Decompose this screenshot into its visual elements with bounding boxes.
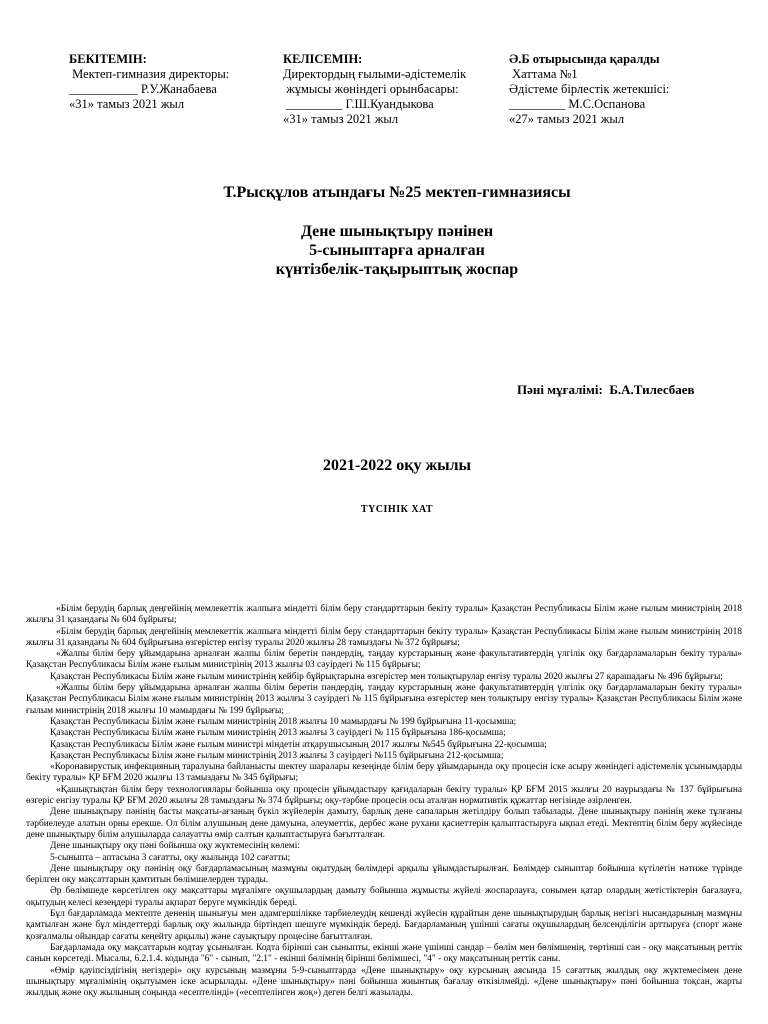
note-paragraph: «Білім берудің барлық деңгейінің мемлекеттік жалпыға міндетті білім беру стандарттарын бекіту туралы» Қазақстан Республикасы Білім және ғылым министрінің 2018 жылғы 31 қазандағы № 604 бұйрығы;: [26, 604, 742, 626]
approval-heading: Ә.Б отырысында қаралды: [509, 52, 660, 66]
approval-block-deputy: [283, 52, 466, 127]
note-paragraph: «Жалпы білім беру ұйымдарына арналған жалпы білім беретін пәндердің, таңдау курстарының және факультативтердің үлгілік оқу бағдарламаларын бекіту туралы» Қазақстан Республикасы Білім және ғылым министрінің 2013 жылғы 3 сәуірдегі № 115 бұйрығына өзгерістер мен толықтыру енгізу туралы» Қазақстан Республикасы Білім және ғылым министрінің 2018 жылғы 10 мамырдағы № 199 бұйрығы;: [26, 683, 742, 716]
note-paragraph: Дене шынықтыру оқу пәнінің оқу бағдарламасының мазмұны оқытудың бөлімдері арқылы ұйымдастырылған. Бөлімдер сыныптар бойынша күтілетін нәтиже түрінде берілген оқу мақсаттарын қамтитын бөлімшелерден тұрады.: [26, 863, 742, 886]
academic-year: 2021-2022 оқу жылы: [322, 457, 472, 474]
approval-line: ___________ Р.У.Жанабаева: [69, 82, 217, 96]
approval-heading: БЕКІТЕМІН:: [69, 52, 147, 66]
teacher-label: Пәні мұғалімі:: [517, 382, 603, 397]
explanatory-note-body: [26, 604, 742, 999]
note-paragraph: Дене шынықтыру пәнінің басты мақсаты-ағзаның бүкіл жүйелерін дамыту, барлық дене сапаларын жетілдіру болып табылады. Дене шынықтыру пәнінің жеке тұлғаны тәрбиелеуде алатын орны ерекше. Ол білім алушының дене дамуына, әлеуметтік, дербес және рухани қасиеттерін қалыптастыруға ықпал етеді. Мектептің білім беру жүйесінде дене шынықтыру білім алушыларда салауатты өмір салтын қалыптастыруға бағытталған.: [26, 807, 742, 840]
approval-line: _________ Г.Ш.Куандыкова: [283, 97, 434, 111]
note-paragraph: Қазақстан Республикасы Білім және ғылым министрінің кейбір бұйрықтарына өзгерістер мен толықтырулар енгізу туралы 2020 жылғы 27 қарашадағы № 496 бұйрығы;: [50, 671, 723, 682]
title-line: 5-сыныптарға арналған: [309, 242, 485, 259]
note-paragraph: Әр бөлімшеде көрсетілген оқу мақсаттары мұғалімге оқушылардың дамыту бойынша жұмысты жүйелі жоспарлауға, сонымен қатар олардың жетістіктерін бағалауға, оқытудың келесі кезеңдері туралы ақпарат беруге мүмкіндік береді.: [26, 886, 742, 908]
note-paragraph: Дене шынықтыру оқу пәні бойынша оқу жүктемесінің көлемі:: [50, 841, 300, 852]
title-line: күнтізбелік-тақырыптық жоспар: [275, 261, 519, 278]
approval-block-methodical: [509, 52, 669, 127]
note-paragraph: 5-сыныпта – аптасына 3 сағатты, оқу жылында 102 сағатты;: [50, 852, 291, 863]
approval-block-director: [69, 52, 229, 112]
approval-line: Мектеп-гимназия директоры:: [69, 67, 230, 81]
note-paragraph: Қазақстан Республикасы Білім және ғылым министрінің 2018 жылғы 10 мамырдағы № 199 бұйрығына 11-қосымша;: [50, 716, 517, 727]
note-paragraph: Қазақстан Республикасы Білім және ғылым министрі міндетін атқарушысының 2017 жылғы №545 бұйрығына 22-қосымша;: [50, 739, 547, 750]
note-paragraph: Қазақстан Республикасы Білім және ғылым министрінің 2013 жылғы 3 сәуірдегі №115 бұйрығына 212-қосымша;: [50, 750, 504, 761]
approval-line: Әдістеме бірлестік жетекшісі:: [509, 82, 670, 96]
document-title: [0, 222, 768, 279]
approval-line: «31» тамыз 2021 жыл: [283, 112, 399, 126]
approval-line: «27» тамыз 2021 жыл: [509, 112, 625, 126]
note-paragraph: Қазақстан Республикасы Білім және ғылым министрінің 2013 жылғы 3 сәуірдегі № 115 бұйрығына 186-қосымша;: [50, 728, 506, 739]
note-paragraph: Бұл бағдарламада мектепте дененің шынығуы мен адамгершілікке тәрбиелеудің кешенді жүйесін құрайтын дене шынықтырудың барлық негізгі нысандарының мазмұны қамтылған және бұл міндеттерді барлық оқу жылында біртіндеп шешуге мүмкіндік береді. Бағдарламаның үшінші сағаты оқушылардың белсенділігін арттыруға (спорт және қозғалмалы ойындар сағаты кеңейту арқылы) және сауықтыру процесіне бағытталған.: [26, 909, 742, 942]
approval-line: жұмысы жөніндегі орынбасары:: [283, 82, 459, 96]
teacher-name: Б.А.Тилесбаев: [609, 382, 695, 397]
note-paragraph: «Қашықтықтан білім беру технологиялары бойынша оқу процесін ұйымдастыру қағидаларын бекіту туралы» ҚР БҒМ 2015 жылғы 20 наурыздағы № 137 бұйрығына өзгеріс енгізу туралы ҚР БҒМ 2020 жылғы 28 тамыздағы № 374 бұйрығы; оқу-тәрбие процесін осы аталған нормативтік құжаттар негізінде әзірленген.: [26, 784, 742, 807]
note-paragraph: «Білім берудің барлық деңгейінің мемлекеттік жалпыға міндетті білім беру стандарттарын бекіту туралы» Қазақстан Республикасы Білім және ғылым министрінің 2018 жылғы 31 қазандағы № 604 бұйрығына өзгерістер енгізу туралы 2020 жылғы 28 тамыздағы № 372 бұйрығы;: [26, 626, 742, 648]
explanatory-note-heading: ТҮСІНІК ХАТ: [360, 504, 434, 515]
approval-line: _________ М.С.Оспанова: [509, 97, 646, 111]
approval-line: Хаттама №1: [509, 67, 578, 81]
note-paragraph: «Коронавирустық инфекцияның таралуына байланысты шектеу шаралары кезеңінде білім беру ұйымдарында оқу процесін іске асыру жөніндегі әдістемелік ұсынымдарды бекіту туралы» ҚР БҒМ 2020 жылғы 13 тамыздағы № 345 бұйрығы;: [26, 762, 742, 784]
teacher-line: [517, 382, 695, 398]
approval-line: Директордың ғылыми-әдістемелік: [283, 67, 467, 81]
approval-heading: КЕЛІСЕМІН:: [283, 52, 363, 66]
note-paragraph: «Өмір қауіпсіздігінің негіздері» оқу курсының мазмұны 5-9-сыныптарда «Дене шынықтыру» оқу курсының аясында 15 сағаттық жылдық оқу жүктемесімен дене шынықтыру мұғалімінің оқытуымен іске асырылады. «Дене шынықтыру» пәні бойынша жиынтық бағалау өткізілмейді. «Дене шынықтыру» пәні бойынша тоқсан, жарты жылдық және оқу жылының соңында «есептелінді» («есептелінген жоқ») деген белгі жазылады.: [26, 965, 742, 999]
note-paragraph: Бағдарламада оқу мақсаттарын кодтау ұсынылған. Кодта бірінші сан сыныпты, екінші және үшінші сандар – бөлім мен бөлімшенің, төртінші сан - оқу мақсатының реттік санын көрсетеді. Мысалы, 6.2.1.4. кодында "6" - сынып, "2.1" - екінші бөлімнің бірінші бөлімшесі, "4" - оқу мақсатының реттік саны.: [26, 942, 742, 965]
note-paragraph: «Жалпы білім беру ұйымдарына арналған жалпы білім беретін пәндердің, таңдау курстарының және факультативтердің үлгілік оқу бағдарламаларын бекіту туралы» Қазақстан Республикасы Білім және ғылым министрінің 2013 жылғы 03 сәуірдегі № 115 бұйрығы;: [26, 649, 742, 671]
title-line: Дене шынықтыру пәнінен: [300, 223, 494, 240]
school-name: Т.Рысқұлов атындағы №25 мектеп-гимназиясы: [223, 184, 571, 201]
approval-line: «31» тамыз 2021 жыл: [69, 97, 185, 111]
